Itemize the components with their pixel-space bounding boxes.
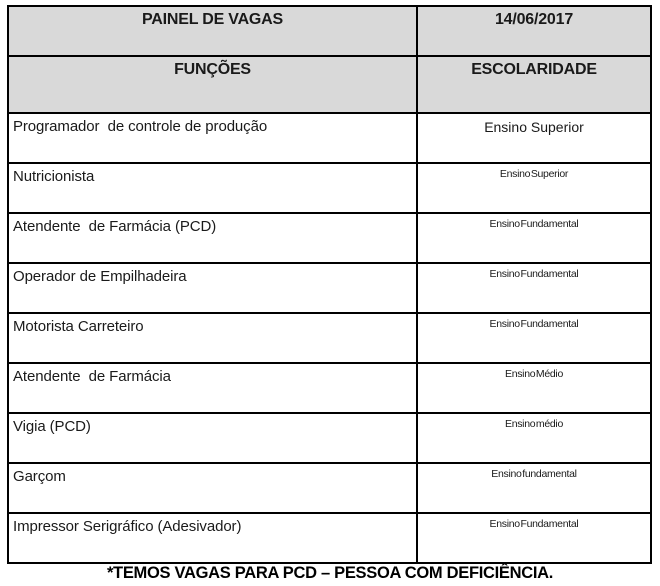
funcao-cell: Programador de controle de produção [8, 113, 417, 163]
funcao-cell: Operador de Empilhadeira [8, 263, 417, 313]
vagas-table [7, 5, 652, 564]
table-row [8, 213, 651, 263]
funcao-cell: Garçom [8, 463, 417, 513]
escolaridade-cell: Ensino Fundamental [417, 263, 651, 313]
funcao-cell: Nutricionista [8, 163, 417, 213]
funcao-cell: Impressor Serigráfico (Adesivador) [8, 513, 417, 563]
table-row [8, 363, 651, 413]
page-title: PAINEL DE VAGAS [8, 6, 417, 56]
funcao-cell: Atendente de Farmácia [8, 363, 417, 413]
title-row [8, 6, 651, 56]
table-row [8, 463, 651, 513]
escolaridade-cell: Ensino Superior [417, 113, 651, 163]
table-row [8, 313, 651, 363]
table-row [8, 263, 651, 313]
table-row [8, 163, 651, 213]
col-header-funcoes: FUNÇÕES [8, 56, 417, 113]
pcd-note: *TEMOS VAGAS PARA PCD – PESSOA COM DEFICIÊNCIA. [106, 564, 554, 582]
escolaridade-cell: Ensino fundamental [417, 463, 651, 513]
escolaridade-cell: Ensino Fundamental [417, 513, 651, 563]
col-header-escolaridade: ESCOLARIDADE [417, 56, 651, 113]
funcao-cell: Vigia (PCD) [8, 413, 417, 463]
escolaridade-cell: Ensino Superior [417, 163, 651, 213]
funcao-cell: Atendente de Farmácia (PCD) [8, 213, 417, 263]
escolaridade-cell: Ensino médio [417, 413, 651, 463]
table-row [8, 413, 651, 463]
table-row [8, 513, 651, 563]
column-header-row [8, 56, 651, 113]
date-label: 14/06/2017 [417, 6, 651, 56]
escolaridade-cell: Ensino Fundamental [417, 313, 651, 363]
escolaridade-cell: Ensino Médio [417, 363, 651, 413]
funcao-cell: Motorista Carreteiro [8, 313, 417, 363]
table-row [8, 113, 651, 163]
escolaridade-cell: Ensino Fundamental [417, 213, 651, 263]
